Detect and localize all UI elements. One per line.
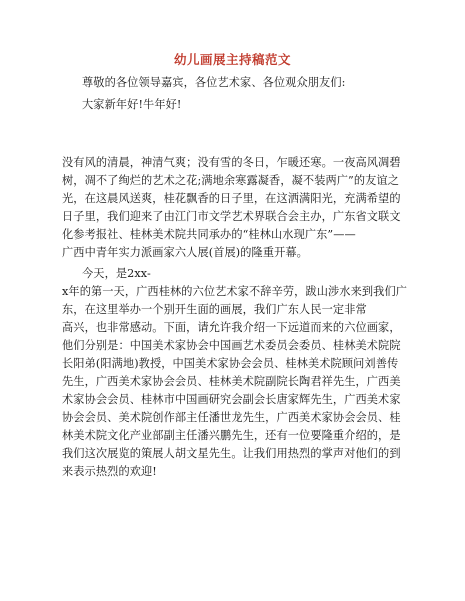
greeting-line: 大家新年好!牛年好! xyxy=(82,98,182,111)
paragraph-line: 协会会员、美术院创作部主任潘世龙先生，广西美术家协会会员、桂 xyxy=(62,411,401,424)
paragraph-line: 化参考报社、桂林美术院共同承办的“桂林山水现广东”—— xyxy=(62,228,356,241)
paragraph-line: 高兴，也非常感动。下面，请允许我介绍一下远道而来的六位画家， xyxy=(62,321,401,334)
paragraph-line: 今天，是2xx- xyxy=(82,267,151,280)
paragraph-line: 他们分别是：中国美术家协会中国画艺术委员会委员、桂林美术院院 xyxy=(62,339,401,352)
document-title: 幼儿画展主持稿范文 xyxy=(173,52,291,67)
paragraph-line: 术家协会会员、桂林市中国画研究会副会长唐家辉先生，广西美术家 xyxy=(62,393,401,406)
paragraph-line: 长阳弟(阳满地)教授，中国美术家协会会员、桂林美术院顾问刘善传 xyxy=(62,357,399,370)
paragraph-line: 东，在这里举办一个别开生面的画展，我们广东人民一定非常 xyxy=(62,303,367,316)
paragraph-line: 树，凋不了绚烂的艺术之花;满地余寒露凝香，凝不装两广”的友谊之 xyxy=(62,174,400,187)
paragraph-line: 先生，广西美术家协会会员、桂林美术院副院长陶君祥先生，广西美 xyxy=(62,375,401,388)
paragraph-line: 广西中青年实力派画家六人展(首展)的隆重开幕。 xyxy=(62,246,308,259)
greeting-line: 尊敬的各位领导嘉宾，各位艺术家、各位观众朋友们: xyxy=(82,76,346,89)
paragraph-line: 没有风的清晨，神清气爽；没有雪的冬日，乍暖还寒。一夜高风凋碧 xyxy=(62,156,401,169)
paragraph-line: 来表示热烈的欢迎! xyxy=(62,465,157,478)
paragraph-line: 光，在这晨风送爽，桂花飘香的日子里，在这洒满阳光，充满希望的 xyxy=(62,192,401,205)
paragraph-line: 日子里，我们迎来了由江门市文学艺术界联合会主办，广东省文联文 xyxy=(62,210,401,223)
paragraph-line: 我们这次展览的策展人胡文星先生。让我们用热烈的掌声对他们的到 xyxy=(62,447,401,460)
paragraph-line: 林美术院文化产业部副主任潘兴鹏先生，还有一位要隆重介绍的，是 xyxy=(62,429,401,442)
paragraph-line: x年的第一天，广西桂林的六位艺术家不辞辛劳，跋山涉水来到我们广 xyxy=(62,285,408,298)
